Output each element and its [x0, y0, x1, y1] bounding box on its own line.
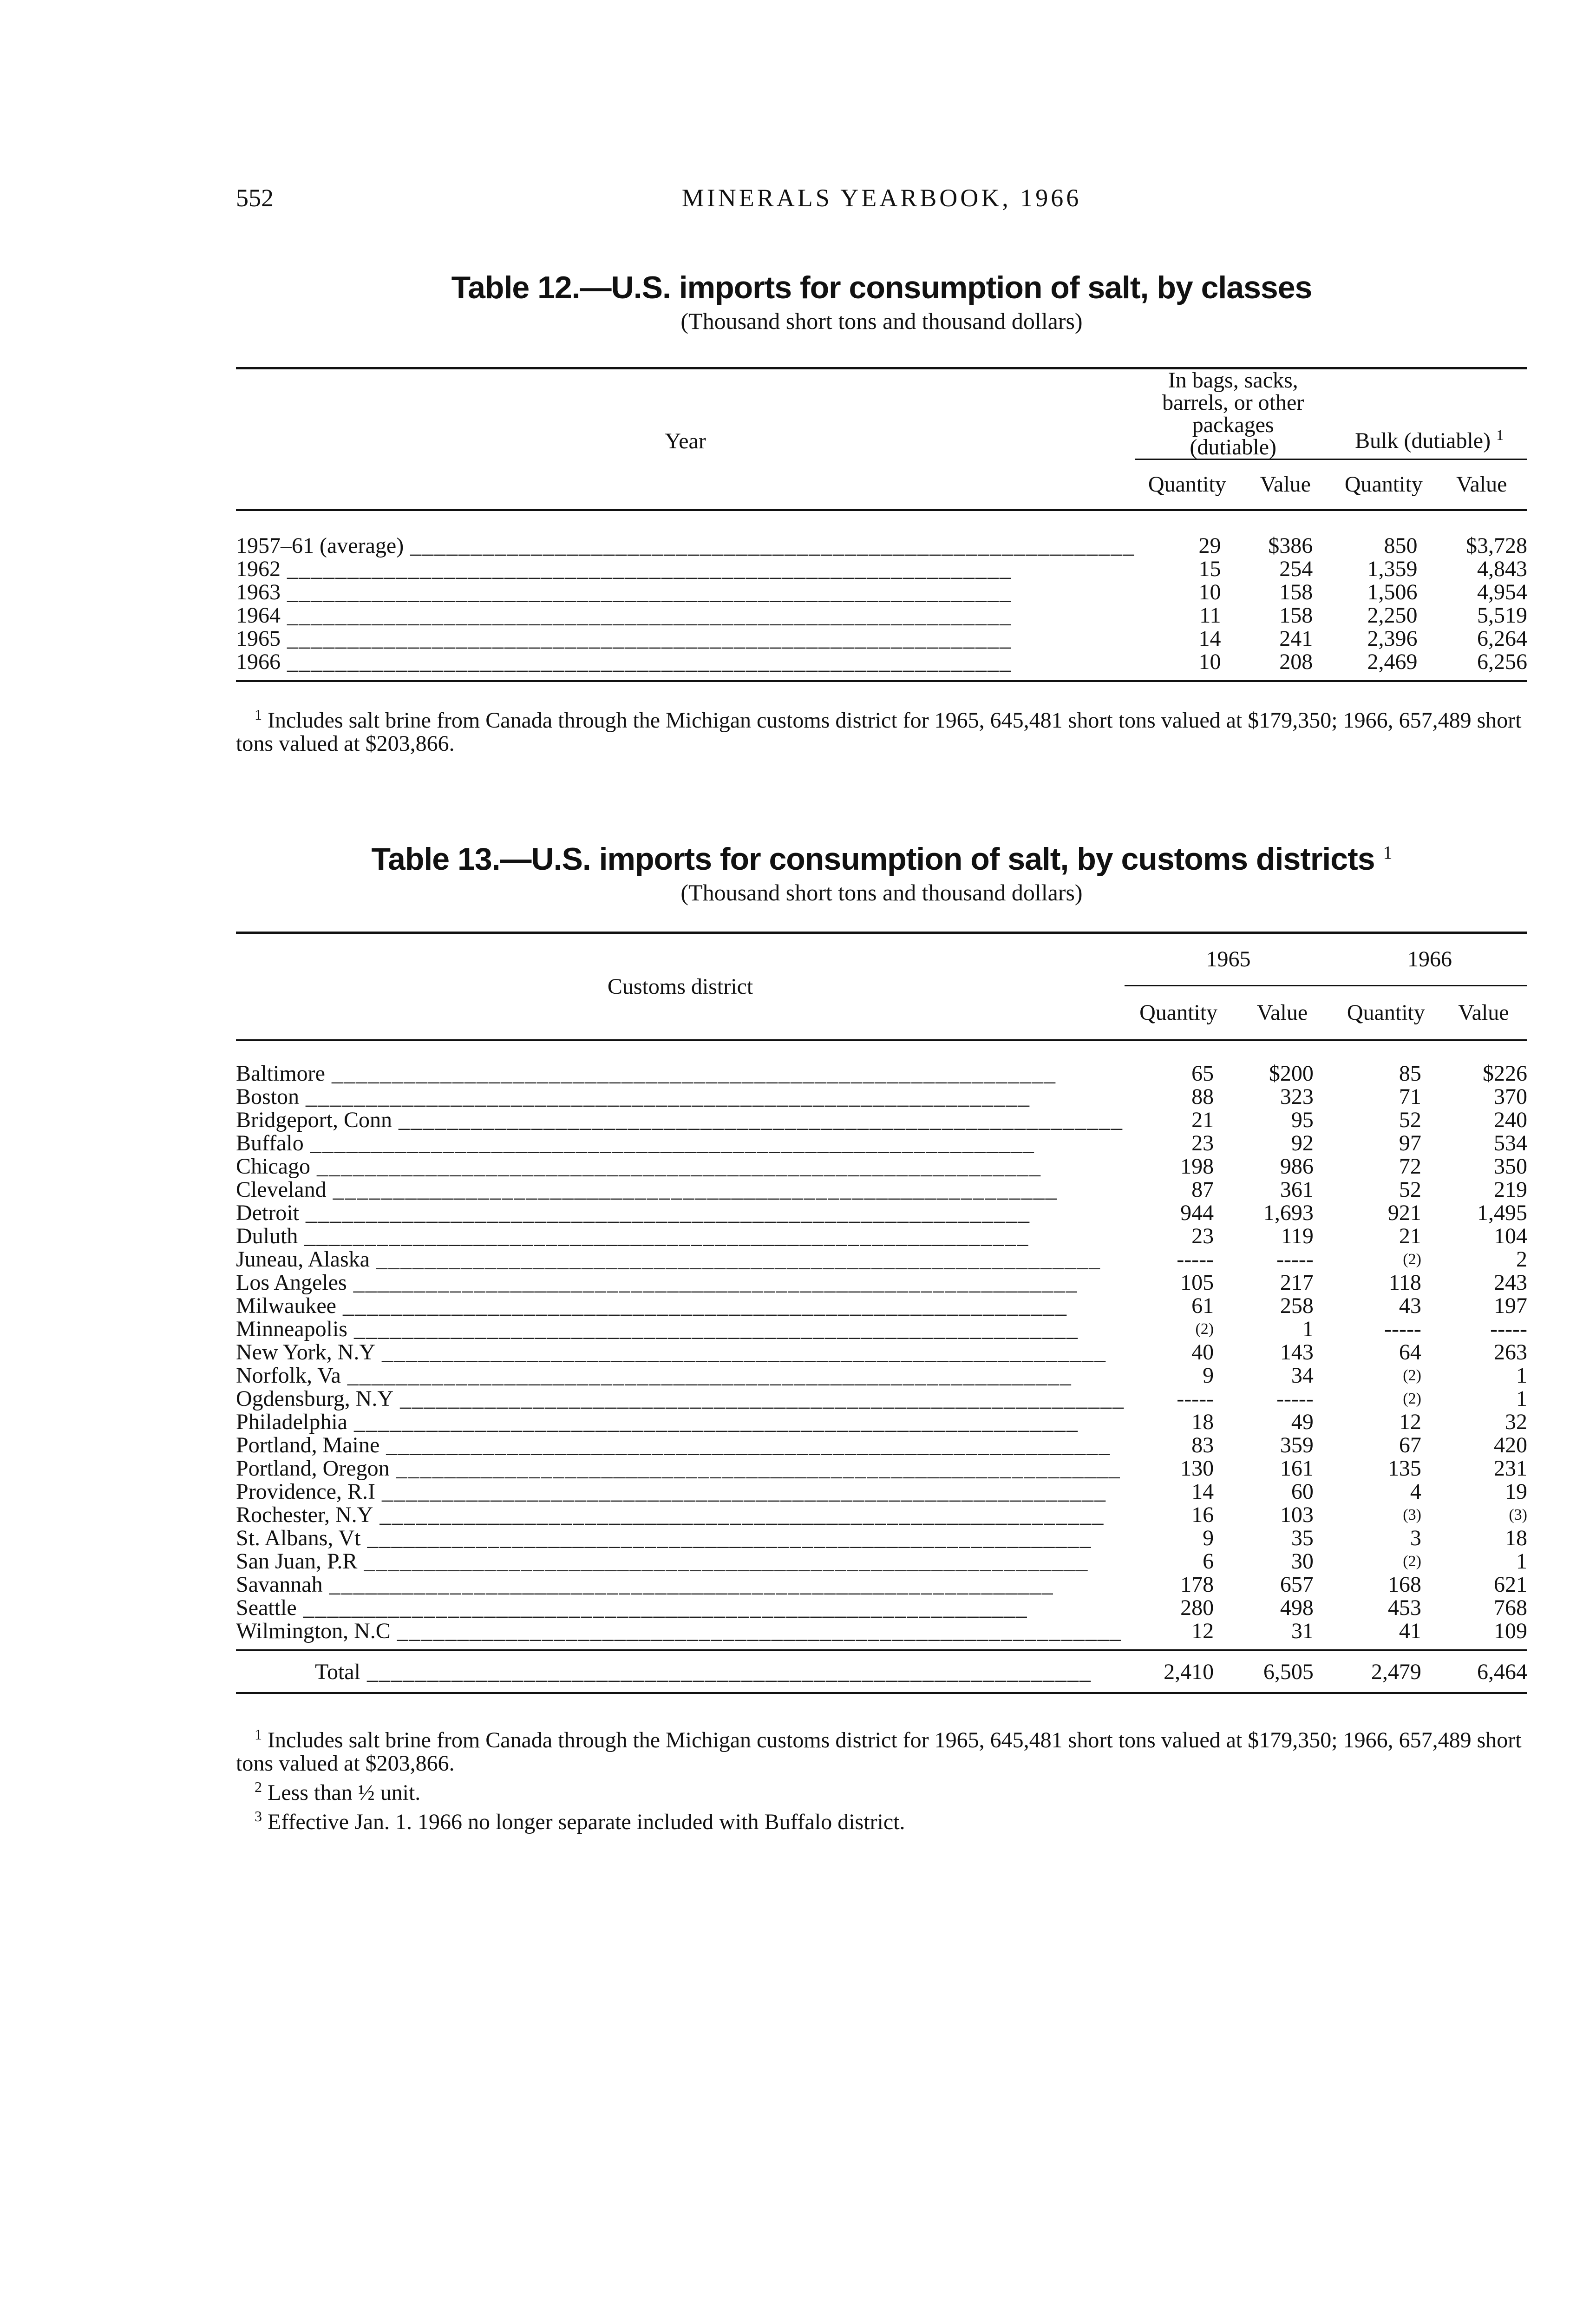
col-quantity-header: Quantity — [1347, 1000, 1425, 1025]
table-row: New York, N.Y _____ 40 143 64 263 — [236, 1341, 1527, 1364]
table-row: Buffalo _____ 23 92 97 534 — [236, 1132, 1527, 1155]
table-13-grid — [236, 932, 1527, 1694]
col-value-header: Value — [1458, 1000, 1509, 1025]
table-row: Wilmington, N.C _____ 12 31 41 109 — [236, 1620, 1527, 1643]
table-13-title: Table 13.—U.S. imports for consumption of salt, by customs districts $^1$ — [371, 841, 1392, 877]
table-row: 1966 _____ 10 208 2,469 6,256 — [236, 650, 1527, 674]
running-title: MINERALS YEARBOOK, 1966 — [681, 184, 1082, 212]
col-value-header: Value — [1456, 472, 1507, 497]
total-row: Total _____ 2,410 6,505 2,479 6,464 — [236, 1660, 1527, 1684]
table-12-title: Table 12.—U.S. imports for consumption of salt, by classes — [451, 270, 1312, 305]
col-quantity-header: Quantity — [1344, 472, 1423, 497]
col-value-header: Value — [1256, 1000, 1308, 1025]
footnote: $^2$ Less than ½ unit. — [255, 1778, 421, 1805]
table-row: Portland, Oregon _____ 130 161 135 231 — [236, 1457, 1527, 1480]
footnote-ref: 1 — [1496, 427, 1504, 443]
table-row: Norfolk, Va _____ 9 34 (2) 1 — [236, 1364, 1527, 1387]
table-row: 1962 _____ 15 254 1,359 4,843 — [236, 558, 1527, 581]
table-row: Providence, R.I _____ 14 60 4 19 — [236, 1480, 1527, 1503]
table-row: Ogdensburg, N.Y _____ ----- ----- (2) 1 — [236, 1387, 1527, 1411]
table-13-footnotes — [236, 1723, 1527, 1834]
table-row: Minneapolis _____ (2) 1 ----- ----- — [236, 1318, 1527, 1341]
page-number: 552 — [236, 184, 274, 212]
col-value-header: Value — [1260, 472, 1311, 497]
table-row: Juneau, Alaska _____ ----- ----- (2) 2 — [236, 1248, 1527, 1271]
table-row: Duluth _____ 23 119 21 104 — [236, 1225, 1527, 1248]
table-row: Seattle _____ 280 498 453 768 — [236, 1596, 1527, 1620]
year-1966-header: 1966 — [1332, 933, 1527, 986]
year-1965-header: 1965 — [1125, 933, 1332, 986]
table-row: Portland, Maine _____ 83 359 67 420 — [236, 1434, 1527, 1457]
table-row: Los Angeles _____ 105 217 118 243 — [236, 1271, 1527, 1294]
table-13-subtitle: (Thousand short tons and thousand dollars) — [680, 879, 1083, 906]
footnote: $^1$ Includes salt brine from Canada through the Michigan customs district for 1965, 645,481 short tons valued at $179,350; 1966, 657,489 short tons valued at $203,866. — [236, 1726, 1522, 1776]
table-row: Bridgeport, Conn _____ 21 95 52 240 — [236, 1109, 1527, 1132]
group-bulk-header: Bulk (dutiable) $^1$ — [1331, 368, 1527, 459]
table-row: 1964 _____ 11 158 2,250 5,519 — [236, 604, 1527, 627]
table-row: 1965 _____ 14 241 2,396 6,264 — [236, 627, 1527, 650]
table-12-subtitle: (Thousand short tons and thousand dollars) — [680, 308, 1083, 334]
table-12-footnotes — [236, 703, 1527, 755]
table-12-grid — [236, 367, 1527, 682]
table-row: Philadelphia _____ 18 49 12 32 — [236, 1411, 1527, 1434]
col-district-header: Customs district — [236, 933, 1125, 1041]
footnote-ref: 1 — [1383, 842, 1392, 863]
footnote: $^1$ Includes salt brine from Canada through the Michigan customs district for 1965, 645,481 short tons valued at $179,350; 1966, 657,489 short tons valued at $203,866. — [236, 706, 1522, 756]
col-quantity-header: Quantity — [1139, 1000, 1218, 1025]
table-row: St. Albans, Vt _____ 9 35 3 18 — [236, 1527, 1527, 1550]
table-row: Baltimore _____ 65 $200 85 $226 — [236, 1062, 1527, 1085]
footnote: $^3$ Effective Jan. 1. 1966 no longer separate included with Buffalo district. — [255, 1808, 905, 1834]
table-row: Chicago _____ 198 986 72 350 — [236, 1155, 1527, 1178]
col-year-header: Year — [236, 368, 1135, 511]
table-12 — [236, 269, 1527, 755]
table-row: Savannah _____ 178 657 168 621 — [236, 1573, 1527, 1596]
table-row: Detroit _____ 944 1,693 921 1,495 — [236, 1201, 1527, 1225]
table-row: Rochester, N.Y _____ 16 103 (3) (3) — [236, 1503, 1527, 1527]
table-13 — [236, 841, 1527, 1834]
table-row: 1957–61 (average) _____ 29 $386 850 $3,728 — [236, 534, 1527, 558]
table-row: 1963 _____ 10 158 1,506 4,954 — [236, 581, 1527, 604]
col-quantity-header: Quantity — [1148, 472, 1226, 497]
table-row: Boston _____ 88 323 71 370 — [236, 1085, 1527, 1109]
group-bags-header: In bags, sacks, barrels, or other packages (dutiable) — [1135, 368, 1331, 459]
table-row: Cleveland _____ 87 361 52 219 — [236, 1178, 1527, 1201]
table-row: San Juan, P.R _____ 6 30 (2) 1 — [236, 1550, 1527, 1573]
table-row: Milwaukee _____ 61 258 43 197 — [236, 1294, 1527, 1318]
